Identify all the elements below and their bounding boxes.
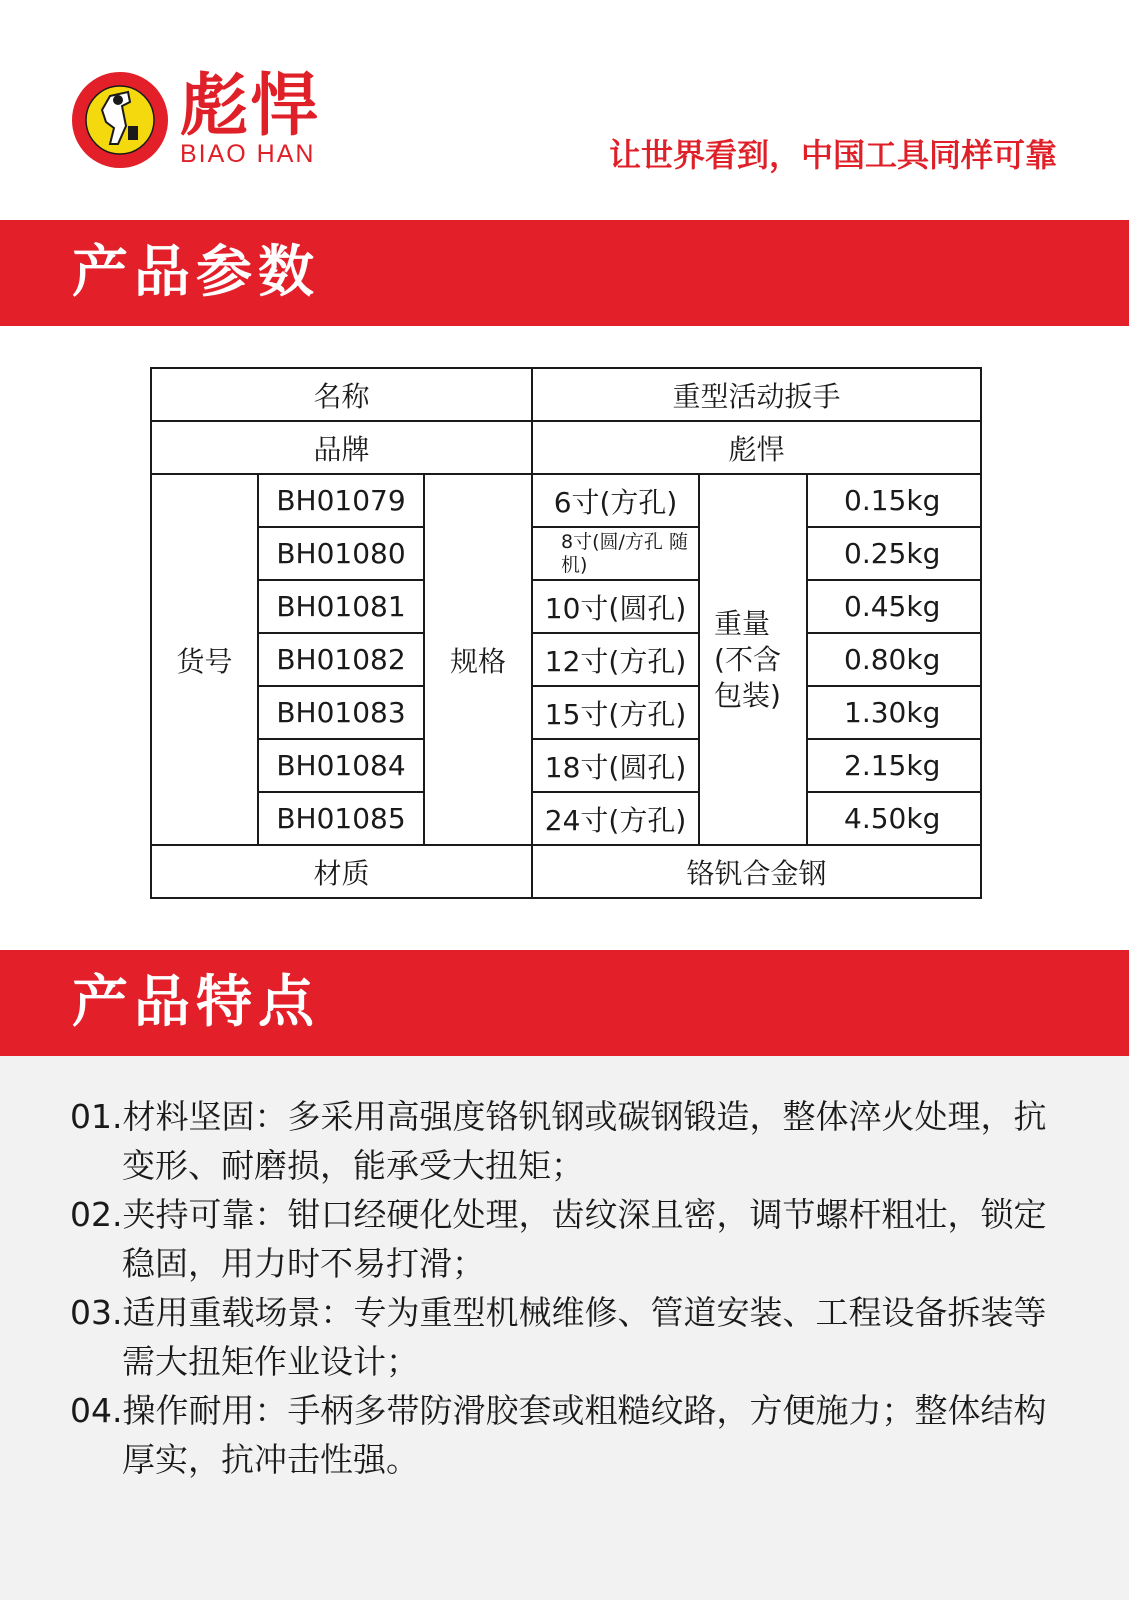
feature-item: 02.夹持可靠：钳口经硬化处理，齿纹深且密，调节螺杆粗壮，锁定稳固，用力时不易打滑； — [70, 1195, 1047, 1283]
table-row — [151, 633, 981, 686]
material-label: 材质 — [151, 845, 532, 898]
features-section-title: 产品特点 — [72, 970, 320, 1035]
weight-cell: 2.15kg — [807, 739, 981, 792]
code-cell: BH01084 — [258, 739, 424, 792]
table-row — [151, 421, 981, 474]
weight-cell: 0.15kg — [807, 474, 981, 527]
weight-cell: 0.45kg — [807, 580, 981, 633]
code-cell: BH01080 — [258, 527, 424, 580]
spec-cell: 24寸(方孔) — [532, 792, 699, 845]
table-row — [151, 527, 981, 580]
feature-list — [70, 1092, 1070, 1484]
feature-item: 04.操作耐用：手柄多带防滑胶套或粗糙纹路，方便施力；整体结构厚实，抗冲击性强。 — [70, 1391, 1047, 1479]
table-row — [151, 580, 981, 633]
table-row — [151, 739, 981, 792]
code-cell: BH01081 — [258, 580, 424, 633]
spec-cell: 12寸(方孔) — [532, 633, 699, 686]
weight-label-line: (不含 — [714, 642, 781, 676]
spec-cell: 10寸(圆孔) — [532, 580, 699, 633]
table-row — [151, 686, 981, 739]
table-row — [151, 474, 981, 527]
table-row — [151, 845, 981, 898]
params-section-header — [0, 220, 1129, 326]
table-row — [151, 792, 981, 845]
weight-cell: 4.50kg — [807, 792, 981, 845]
weight-label-line: 重量 — [714, 606, 771, 640]
spec-cell: 6寸(方孔) — [532, 474, 699, 527]
features-area — [0, 1056, 1129, 1600]
code-cell: BH01085 — [258, 792, 424, 845]
features-section-header — [0, 950, 1129, 1056]
weight-label — [699, 474, 807, 845]
weight-cell: 0.80kg — [807, 633, 981, 686]
params-section-title: 产品参数 — [72, 240, 320, 305]
spec-cell: 15寸(方孔) — [532, 686, 699, 739]
feature-item: 01.材料坚固：多采用高强度铬钒钢或碳钢锻造，整体淬火处理，抗变形、耐磨损，能承受大扭矩； — [70, 1097, 1047, 1185]
table-row — [151, 368, 981, 421]
brand-label: 品牌 — [151, 421, 532, 474]
spec-cell: 8寸(圆/方孔 随机) — [532, 527, 699, 580]
weight-cell: 0.25kg — [807, 527, 981, 580]
feature-item: 03.适用重载场景：专为重型机械维修、管道安装、工程设备拆装等需大扭矩作业设计； — [70, 1293, 1047, 1381]
weight-label-line: 包装) — [714, 678, 781, 712]
slogan: 让世界看到，中国工具同样可靠 — [608, 136, 1057, 174]
param-table — [150, 367, 982, 899]
weight-cell: 1.30kg — [807, 686, 981, 739]
brand-name-cn: 彪悍 — [180, 66, 321, 146]
brand-value: 彪悍 — [532, 421, 981, 474]
code-cell: BH01079 — [258, 474, 424, 527]
name-label: 名称 — [151, 368, 532, 421]
spec-cell: 18寸(圆孔) — [532, 739, 699, 792]
name-value: 重型活动扳手 — [532, 368, 981, 421]
material-value: 铬钒合金钢 — [532, 845, 981, 898]
code-label: 货号 — [151, 474, 258, 845]
spec-label: 规格 — [424, 474, 532, 845]
code-cell: BH01083 — [258, 686, 424, 739]
code-cell: BH01082 — [258, 633, 424, 686]
brand-logo-icon — [70, 70, 170, 170]
brand-name-en: BIAO HAN — [180, 140, 316, 168]
